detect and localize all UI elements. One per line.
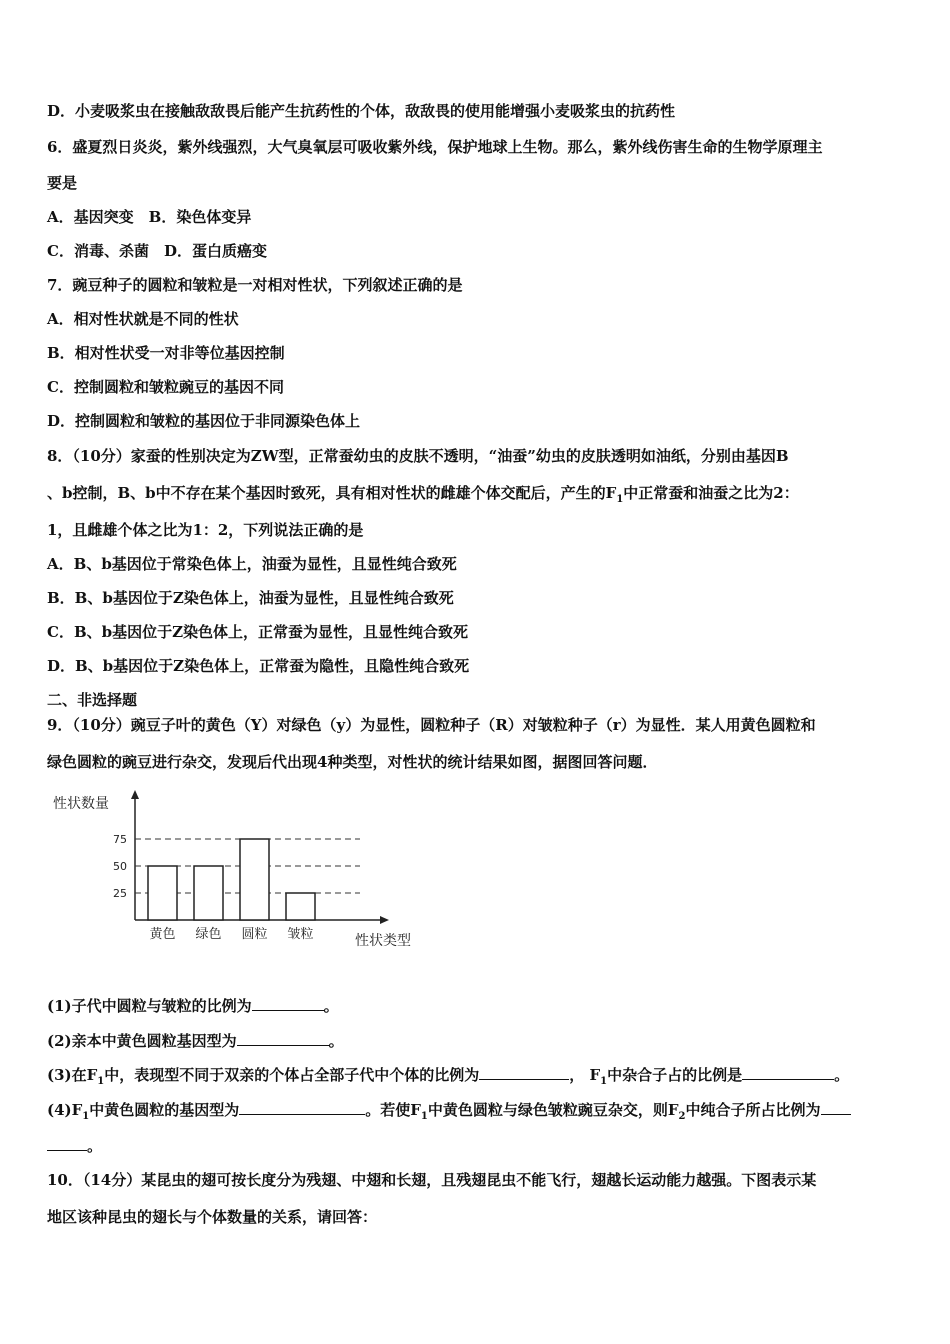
- trait-bar-chart: [45, 788, 425, 958]
- q8-option-c: C．B、b基因位于Z染色体上，正常蚕为显性，且显性纯合致死: [47, 623, 469, 641]
- q6-options-cd: C．消毒、杀菌 D．蛋白质癌变: [47, 242, 267, 260]
- y-tick-label: 75: [113, 833, 127, 846]
- q9-stem-2: 绿色圆粒的豌豆进行杂交，发现后代出现4种类型，对性状的统计结果如图，据图回答问题．: [47, 753, 658, 771]
- chart-y-label: 性状数量: [53, 796, 109, 812]
- answer-blank-4b[interactable]: [821, 1099, 851, 1115]
- bar-2: [240, 839, 269, 920]
- answer-blank-3a[interactable]: [479, 1064, 569, 1080]
- q9-sub-1: (1)子代中圆粒与皱粒的比例为 。: [47, 997, 339, 1015]
- q7-option-d: D．控制圆粒和皱粒的基因位于非同源染色体上: [47, 412, 361, 430]
- bar-0: [148, 866, 177, 920]
- q8-stem-3: 1，且雌雄个体之比为1：2，下列说法正确的是: [47, 521, 364, 539]
- q9-sub-4: $(4)F_1$中黄色圆粒的基因型为 。若使$F_1$中黄色圆粒与绿色皱粒豌豆杂交，则$F_2$中纯合子所占比例为: [47, 1099, 851, 1127]
- y-tick-label: 25: [113, 887, 127, 900]
- q7-stem: 7．豌豆种子的圆粒和皱粒是一对相对性状，下列叙述正确的是: [47, 276, 463, 294]
- q7-option-b: B．相对性状受一对非等位基因控制: [47, 344, 285, 362]
- q6-stem-2: 要是: [47, 174, 78, 192]
- answer-blank-3b[interactable]: [742, 1064, 834, 1080]
- x-tick-label: 黄色: [149, 927, 176, 942]
- answer-blank-2[interactable]: [237, 1030, 329, 1046]
- answer-blank-1[interactable]: [252, 995, 324, 1011]
- q8-option-b: B．B、b基因位于Z染色体上，油蚕为显性，且显性纯合致死: [47, 589, 454, 607]
- x-axis-arrow: [380, 916, 389, 924]
- q6-stem-1: 6．盛夏烈日炎炎，紫外线强烈，大气臭氧层可吸收紫外线，保护地球上生物。那么，紫外线伤害生命的生物学原理主: [47, 138, 823, 156]
- q9-sub-3: (3)在$F_1$中，表现型不同于双亲的个体占全部子代中个体的比例为 ， $F_1$中杂合子占的比例是 。: [47, 1066, 850, 1087]
- x-tick-label: 皱粒: [287, 927, 314, 942]
- answer-blank-4a[interactable]: [239, 1099, 365, 1115]
- q9-sub-4-cont: 。: [47, 1135, 102, 1156]
- q8-option-a: A．B、b基因位于常染色体上，油蚕为显性，且显性纯合致死: [47, 555, 457, 573]
- q6-options-ab: A．基因突变 B．染色体变异: [47, 208, 252, 226]
- x-tick-label: 绿色: [195, 927, 222, 942]
- q7-option-c: C．控制圆粒和皱粒豌豆的基因不同: [47, 378, 284, 396]
- q9-sub-2: (2)亲本中黄色圆粒基因型为 。: [47, 1032, 344, 1050]
- q7-option-a: A．相对性状就是不同的性状: [47, 310, 239, 328]
- x-tick-label: 圆粒: [241, 927, 268, 942]
- chart-x-label: 性状类型: [355, 933, 411, 949]
- bar-1: [194, 866, 223, 920]
- q8-stem-1: 8．（10分）家蚕的性别决定为ZW型，正常蚕幼虫的皮肤不透明，“油蚕”幼虫的皮肤透明如油纸，分别由基因B: [47, 447, 789, 465]
- answer-blank-4b-cont[interactable]: [47, 1135, 87, 1151]
- y-tick-label: 50: [113, 860, 127, 873]
- q9-stem-1: 9．（10分）豌豆子叶的黄色（Y）对绿色（y）为显性，圆粒种子（R）对皱粒种子（r）为显性．某人用黄色圆粒和: [47, 716, 816, 734]
- q10-stem-1: 10．（14分）某昆虫的翅可按长度分为残翅、中翅和长翅，且残翅昆虫不能飞行，翅越长运动能力越强。下图表示某: [47, 1171, 817, 1189]
- bar-3: [286, 893, 315, 920]
- y-axis-arrow: [131, 790, 139, 799]
- q10-stem-2: 地区该种昆虫的翅长与个体数量的关系，请回答：: [47, 1208, 378, 1226]
- q8-stem-2: 、b控制，B、b中不存在某个基因时致死，具有相对性状的雌雄个体交配后，产生的$F_1$中正常蚕和油蚕之比为2：: [47, 484, 799, 505]
- q8-option-d: D．B、b基因位于Z染色体上，正常蚕为隐性，且隐性纯合致死: [47, 657, 470, 675]
- q5-option-d: D．小麦吸浆虫在接触敌敌畏后能产生抗药性的个体，敌敌畏的使用能增强小麦吸浆虫的抗药性: [47, 102, 676, 120]
- section-heading: 二、非选择题: [47, 691, 138, 709]
